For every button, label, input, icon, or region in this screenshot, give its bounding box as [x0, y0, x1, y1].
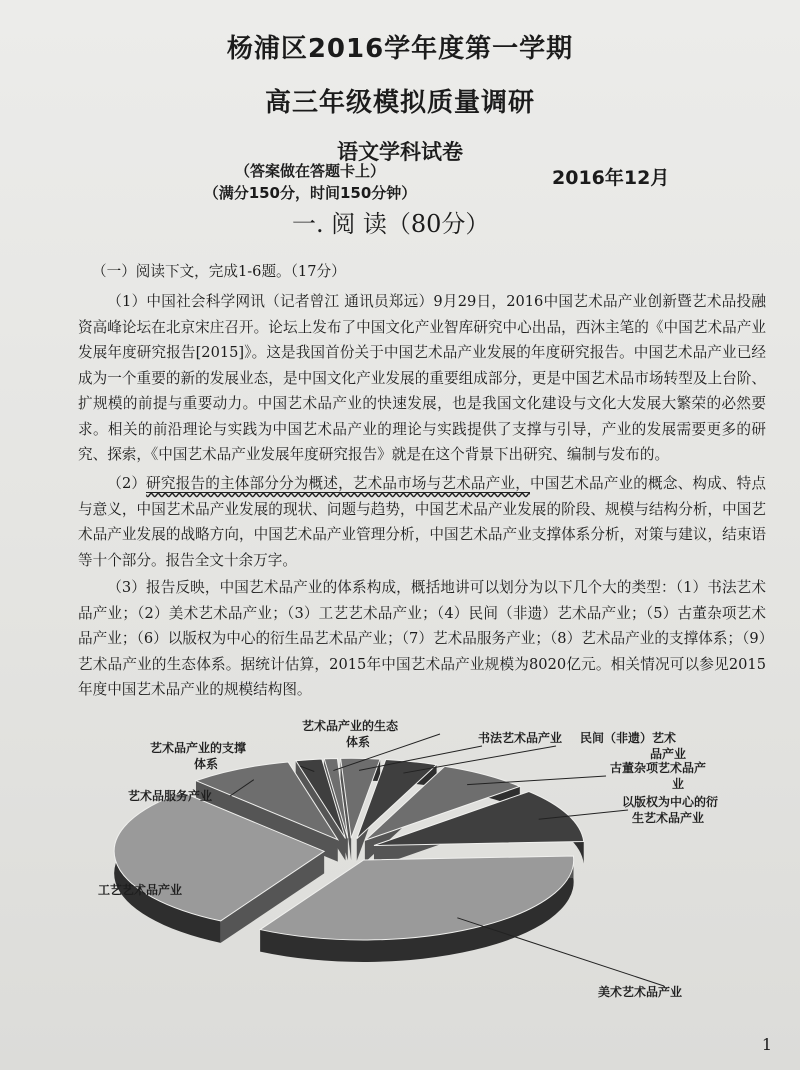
paragraph-2: [78, 471, 766, 573]
label-support-2: 体系: [194, 757, 219, 771]
label-antique-1: 古董杂项艺术品产: [610, 761, 707, 775]
section-title: 一. 阅 读（80分）: [292, 210, 490, 238]
score-time-note: （满分150分，时间150分钟）: [203, 184, 417, 202]
label-craft: 工艺艺术品产业: [98, 883, 183, 897]
answer-note: （答案做在答题卡上）: [234, 162, 385, 180]
paragraph-1: （1）中国社会科学网讯（记者曾江 通讯员郑远）9月29日，2016中国艺术品产业创新暨艺术品投融资高峰论坛在北京宋庄召开。论坛上发布了中国文化产业智库研究中心出品，西沐主笔的《中国艺术品产业发展年度研究报告[2015]》。这是我国首份关于中国艺术品产业发展的年度研究报告。中国艺术品产业已经成为一个重要的新的发展业态，是中国文化产业发展的重要组成部分，更是中国艺术品市场转型及上台阶、扩规模的前提与重要动力。中国艺术品产业的快速发展，也是我国文化建设与文化大发展大繁荣的必然要求。相关的前沿理论与实践为中国艺术品产业的理论与实践提供了支撑与引导，产业的发展需要更多的研究、探索，《中国艺术品产业发展年度研究报告》就是在这个背景下出研究、编制与发布的。: [78, 293, 766, 463]
subject-title: 语文学科试卷: [337, 140, 463, 164]
title-line-1: 杨浦区2016学年度第一学期: [226, 34, 574, 64]
industry-scale-pie-chart: [0, 700, 800, 1030]
label-service: 艺术品服务产业: [128, 789, 213, 803]
paragraph-3: （3）报告反映，中国艺术品产业的体系构成，概括地讲可以划分为以下几个大的类型：（1）书法艺术品产业；（2）美术艺术品产业；（3）工艺艺术品产业；（4）民间（非遗）艺术品产业；（5）古董杂项艺术品产业；（6）以版权为中心的衍生品艺术品产业；（7）艺术品服务产业；（8）艺术品产业的支撑体系；（9）艺术品产业的生态体系。据统计估算，2015年中国艺术品产业规模为8020亿元。相关情况可以参见2015年度中国艺术品产业的规模结构图。: [78, 579, 766, 698]
paragraph-2-prefix: （2）: [107, 475, 147, 492]
title-line-2: 高三年级模拟质量调研: [264, 88, 535, 118]
label-derivative-2: 生艺术品产业: [632, 811, 705, 825]
label-folk-2: 品产业: [650, 747, 687, 761]
label-support-1: 艺术品产业的支撑: [150, 741, 247, 755]
label-antique-2: 业: [672, 777, 685, 791]
label-ecology-2: 体系: [346, 735, 371, 749]
label-fine-art: 美术艺术品产业: [598, 985, 683, 999]
label-derivative-1: 以版权为中心的衍: [622, 795, 719, 809]
page-number: 1: [761, 1035, 772, 1054]
paragraph-2-rest: 中国艺术品产业的概念、构成、特点与意义，中国艺术品产业发展的现状、问题与趋势，中国艺术品产业发展的阶段、规模与结构分析，中国艺术品产业发展的战略方向，中国艺术品产业管理分析，中国艺术品产业支撑体系分析，对策与建议，结束语等十个部分。报告全文十余万字。: [78, 475, 766, 569]
label-ecology-1: 艺术品产业的生态: [302, 719, 399, 733]
leader-line: [403, 746, 556, 773]
leader-line: [457, 918, 664, 986]
label-folk-1: 民间（非遗）艺术: [580, 731, 677, 745]
underlined-phrase: 研究报告的主体部分分为概述，艺术品市场与艺术品产业，: [146, 475, 530, 492]
question-instruction: （一）阅读下文，完成1-6题。（17分）: [92, 263, 346, 280]
label-calligraphy: 书法艺术品产业: [478, 731, 563, 745]
exam-date: 2016年12月: [552, 167, 670, 189]
